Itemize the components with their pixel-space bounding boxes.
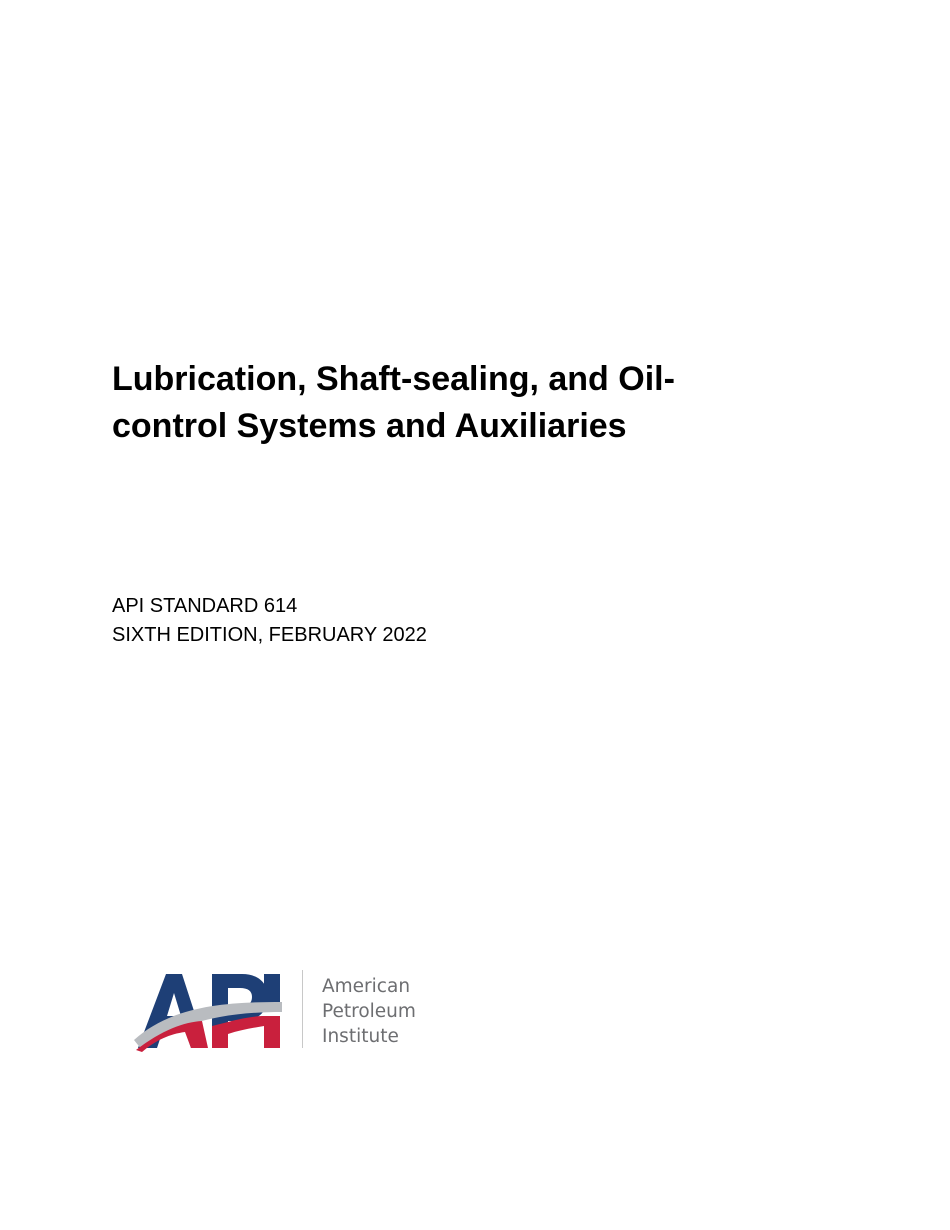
document-meta: [112, 592, 427, 650]
logo-organization-name: [322, 974, 416, 1049]
logo-text-line-2: Petroleum: [322, 1001, 416, 1022]
document-title: [112, 356, 752, 450]
logo-divider: [302, 970, 303, 1048]
document-title-line-1: Lubrication, Shaft-sealing, and Oil-: [112, 360, 675, 398]
document-title-line-2: control Systems and Auxiliaries: [112, 407, 627, 445]
api-logo: [132, 966, 452, 1052]
logo-text-line-3: Institute: [322, 1026, 399, 1047]
standard-number: API STANDARD 614: [112, 595, 298, 617]
logo-text-line-1: American: [322, 976, 411, 997]
edition-date: SIXTH EDITION, FEBRUARY 2022: [112, 624, 427, 646]
api-logo-mark: [132, 966, 292, 1052]
